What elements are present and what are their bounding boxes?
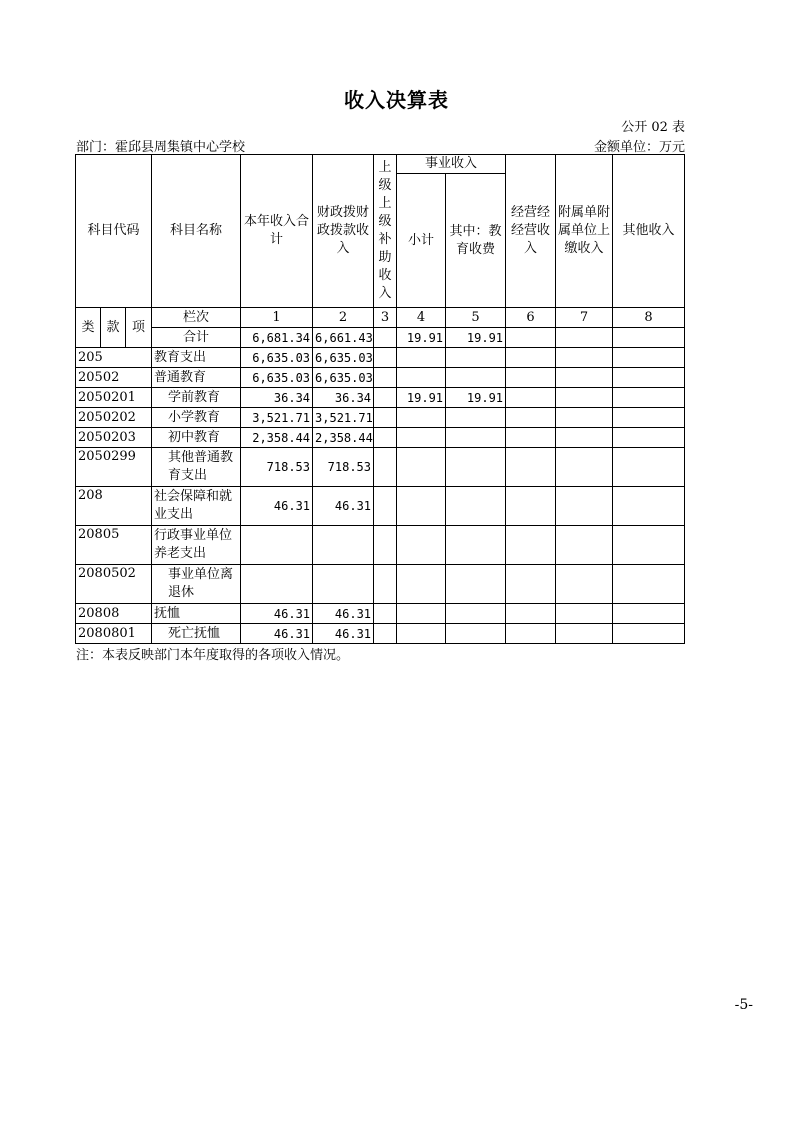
row-subtotal [397,604,446,624]
row-affiliated [556,624,613,644]
table-note: 注：本表反映部门本年度取得的各项收入情况。 [76,648,350,663]
row-subtotal [397,408,446,428]
row-name: 小学教育 [152,408,241,428]
row-other [613,448,685,487]
amount-unit-label: 金额单位：万元 [593,140,685,155]
col-index-8: 8 [613,308,685,328]
row-fiscal: 36.34 [313,388,374,408]
table-row [76,348,685,368]
row-fiscal: 46.31 [313,487,374,526]
row-edu-fee [446,526,506,565]
row-affiliated [556,448,613,487]
table-row [76,487,685,526]
col-index-7: 7 [556,308,613,328]
row-edu-fee [446,624,506,644]
row-name: 学前教育 [152,388,241,408]
row-subtotal: 19.91 [397,388,446,408]
row-upper [374,388,397,408]
row-edu-fee [446,408,506,428]
row-name: 初中教育 [152,428,241,448]
table-row [76,448,685,487]
row-fiscal: 718.53 [313,448,374,487]
table-row [76,624,685,644]
row-name: 教育支出 [152,348,241,368]
row-total: 46.31 [241,487,313,526]
row-upper [374,348,397,368]
row-total: 46.31 [241,624,313,644]
row-upper [374,487,397,526]
row-total: 6,635.03 [241,348,313,368]
row-total: 6,635.03 [241,368,313,388]
row-other [613,487,685,526]
row-upper [374,624,397,644]
row-other [613,368,685,388]
total-row-affiliated [556,328,613,348]
row-affiliated [556,487,613,526]
total-row-other [613,328,685,348]
row-subtotal [397,428,446,448]
total-row-total: 6,681.34 [241,328,313,348]
header-kuan: 款 [101,308,126,348]
row-affiliated [556,428,613,448]
row-fiscal [313,565,374,604]
page-number: -5- [734,997,753,1013]
table-row [76,408,685,428]
header-xiang: 项 [126,308,152,348]
table-row [76,368,685,388]
row-edu-fee [446,487,506,526]
row-fiscal: 46.31 [313,624,374,644]
row-name: 社会保障和就业支出 [152,487,241,526]
row-name: 其他普通教育支出 [152,448,241,487]
row-operating [506,348,556,368]
row-operating [506,368,556,388]
total-row-upper [374,328,397,348]
row-upper [374,448,397,487]
col-index-3: 3 [374,308,397,328]
row-affiliated [556,565,613,604]
row-subtotal [397,624,446,644]
header-affiliated: 附属单附属单位上缴收入 [556,155,613,308]
row-upper [374,368,397,388]
row-fiscal: 3,521.71 [313,408,374,428]
row-code: 20808 [76,604,152,624]
row-code: 2050201 [76,388,152,408]
row-edu-fee: 19.91 [446,388,506,408]
header-business-income: 事业收入 [397,155,506,174]
row-operating [506,604,556,624]
department-label: 部门：霍邱县周集镇中心学校 [76,140,246,155]
row-code: 205 [76,348,152,368]
row-operating [506,388,556,408]
col-index-1: 1 [241,308,313,328]
row-upper [374,526,397,565]
row-affiliated [556,526,613,565]
header-fiscal: 财政拨财政拨款收入 [313,155,374,308]
row-subtotal [397,526,446,565]
row-edu-fee [446,565,506,604]
row-total: 36.34 [241,388,313,408]
row-code: 2050203 [76,428,152,448]
row-other [613,565,685,604]
row-upper [374,428,397,448]
row-subtotal [397,448,446,487]
row-affiliated [556,348,613,368]
header-total: 本年收入合计 [241,155,313,308]
row-name: 抚恤 [152,604,241,624]
table-row [76,565,685,604]
row-total: 718.53 [241,448,313,487]
header-lanci: 栏次 [152,308,241,328]
row-operating [506,448,556,487]
row-affiliated [556,368,613,388]
row-code: 20502 [76,368,152,388]
row-operating [506,526,556,565]
row-name: 死亡抚恤 [152,624,241,644]
table-row [76,428,685,448]
row-other [613,428,685,448]
row-fiscal [313,526,374,565]
header-edu-fee: 其中：教育收费 [446,174,506,308]
row-subtotal [397,565,446,604]
total-row-edu-fee: 19.91 [446,328,506,348]
row-edu-fee [446,368,506,388]
col-index-6: 6 [506,308,556,328]
row-subtotal [397,487,446,526]
row-total: 46.31 [241,604,313,624]
total-row-operating [506,328,556,348]
col-index-5: 5 [446,308,506,328]
row-edu-fee [446,348,506,368]
row-edu-fee [446,604,506,624]
row-fiscal: 2,358.44 [313,428,374,448]
row-other [613,624,685,644]
table-row [76,388,685,408]
row-other [613,604,685,624]
row-other [613,388,685,408]
row-other [613,408,685,428]
row-total [241,526,313,565]
row-name: 事业单位离退休 [152,565,241,604]
row-operating [506,565,556,604]
row-code: 208 [76,487,152,526]
row-total: 3,521.71 [241,408,313,428]
row-name: 行政事业单位养老支出 [152,526,241,565]
row-fiscal: 46.31 [313,604,374,624]
row-upper [374,604,397,624]
row-name: 普通教育 [152,368,241,388]
form-number: 公开 02 表 [621,120,685,135]
row-operating [506,624,556,644]
row-affiliated [556,408,613,428]
row-operating [506,408,556,428]
header-other: 其他收入 [613,155,685,308]
row-fiscal: 6,635.03 [313,368,374,388]
row-code: 2080502 [76,565,152,604]
row-other [613,348,685,368]
col-index-4: 4 [397,308,446,328]
header-name: 科目名称 [152,155,241,308]
row-edu-fee [446,428,506,448]
row-total: 2,358.44 [241,428,313,448]
row-affiliated [556,388,613,408]
header-code: 科目代码 [76,155,152,308]
row-code: 2080801 [76,624,152,644]
row-upper [374,408,397,428]
header-operating: 经营经经营收入 [506,155,556,308]
row-operating [506,487,556,526]
header-subtotal: 小计 [397,174,446,308]
table-row [76,604,685,624]
col-index-2: 2 [313,308,374,328]
row-affiliated [556,604,613,624]
row-code: 2050299 [76,448,152,487]
row-subtotal [397,348,446,368]
income-table [75,154,685,644]
total-row-fiscal: 6,661.43 [313,328,374,348]
header-upper-subsidy: 上级上级补助收入 [374,155,397,308]
total-row-label: 合计 [152,328,241,348]
row-other [613,526,685,565]
page-title: 收入决算表 [344,88,449,112]
row-fiscal: 6,635.03 [313,348,374,368]
row-operating [506,428,556,448]
total-row-subtotal: 19.91 [397,328,446,348]
table-row [76,526,685,565]
row-subtotal [397,368,446,388]
row-upper [374,565,397,604]
header-lei: 类 [76,308,101,348]
row-code: 20805 [76,526,152,565]
row-total [241,565,313,604]
row-edu-fee [446,448,506,487]
row-code: 2050202 [76,408,152,428]
